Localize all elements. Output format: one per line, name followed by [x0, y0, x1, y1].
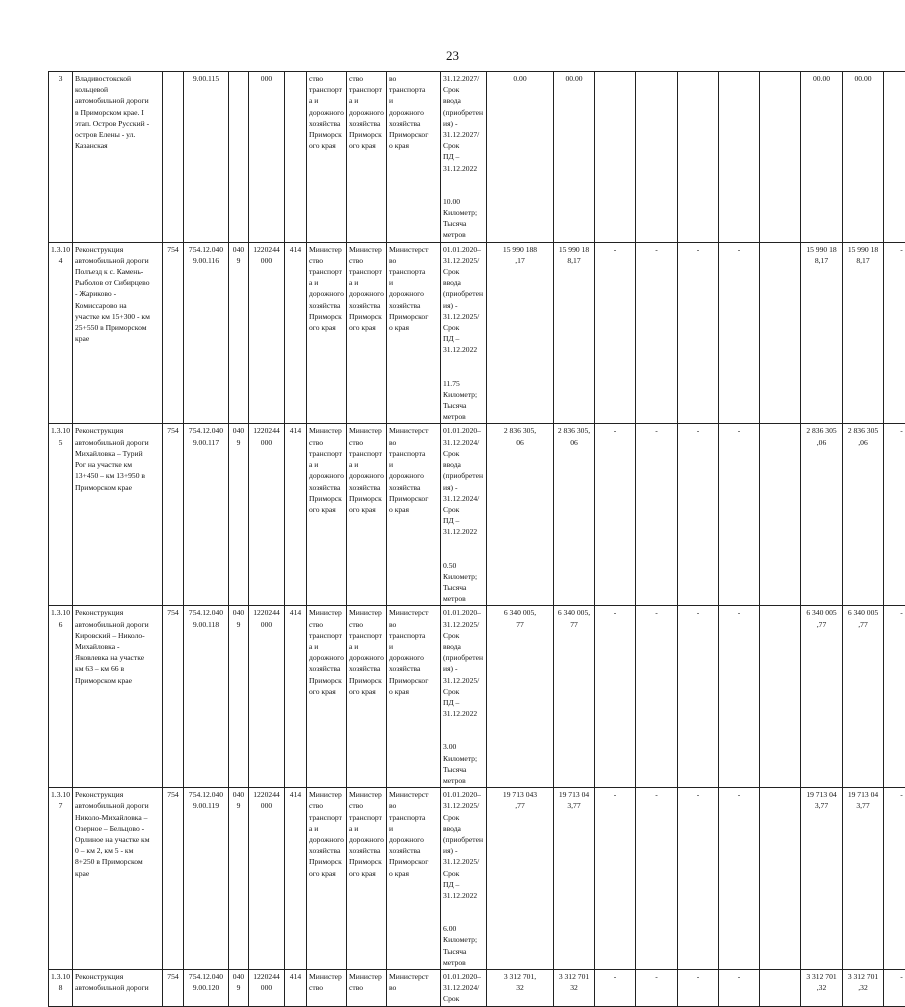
- empty-cell-cell: [760, 242, 801, 424]
- cost-total-cell: 19 713 04 3,77: [554, 788, 595, 970]
- year-value-1-cell: -: [636, 970, 678, 1007]
- executor-cell: во транспорта и дорожного хозяйства Приморског о края: [387, 72, 441, 243]
- terms-cell: [441, 970, 487, 1007]
- customer-cell: ство транспорт а и дорожного хозяйства Приморск ого края: [347, 72, 387, 243]
- expense-code-cell: 1220244 000: [249, 970, 285, 1007]
- last-column-cell: -: [884, 242, 905, 424]
- terms-dates: 01.01.2020– 31.12.2025/ Срок ввода (приобретения) - 31.12.2025/ Срок ПД – 31.12.2022: [443, 245, 483, 355]
- executor-cell: Министерст во транспорта и дорожного хозяйства Приморског о края: [387, 606, 441, 788]
- capacity: 6.00 Километр; Тысяча метров: [443, 924, 477, 967]
- year-value-0-cell: -: [595, 242, 636, 424]
- executor-cell: Министерст во транспорта и дорожного хозяйства Приморског о края: [387, 242, 441, 424]
- estimated-cost-cell: 6 340 005, 77: [487, 606, 554, 788]
- expense-code-cell: 1220244 000: [249, 788, 285, 970]
- year-value-0-cell: -: [595, 788, 636, 970]
- year-value-0-cell: -: [595, 606, 636, 788]
- terms-dates: 01.01.2020– 31.12.2024/ Срок ввода (приобретения) - 31.12.2024/ Срок ПД – 31.12.2022: [443, 426, 483, 536]
- table-row: [49, 424, 905, 606]
- table-row: [49, 72, 905, 243]
- cost-total-cell: 2 836 305, 06: [554, 424, 595, 606]
- last-column-cell: -: [884, 788, 905, 970]
- object-name-cell: Владивостокской кольцевой автомобильной дороги в Приморском крае. I этап. Остров Русский - остров Елены - ул. Казанская: [73, 72, 163, 243]
- grbs-code-cell: 754: [163, 606, 184, 788]
- section-code-cell: 0409: [229, 242, 249, 424]
- target-article-cell: 754.12.040 9.00.118: [184, 606, 229, 788]
- total-value-2-cell: 00.00: [843, 72, 884, 243]
- total-value-2-cell: 15 990 18 8,17: [843, 242, 884, 424]
- cost-total-cell: 6 340 005, 77: [554, 606, 595, 788]
- object-name-cell: Реконструкция автомобильной дороги Кировский – Николо- Михайловка - Яковлевка на участке км 63 – км 66 в Приморском крае: [73, 606, 163, 788]
- year-value-1-cell: -: [636, 606, 678, 788]
- terms-dates: 01.01.2020– 31.12.2025/ Срок ввода (приобретения) - 31.12.2025/ Срок ПД – 31.12.2022: [443, 790, 483, 900]
- year-value-1-cell: [636, 72, 678, 243]
- customer-cell: Министер ство транспорт а и дорожного хозяйства Приморск ого края: [347, 788, 387, 970]
- object-name-cell: Реконструкция автомобильной дороги Николо-Михайловка – Озерное – Бельцово - Орлиное на участке км 0 – км 2, км 5 - км 8+250 в Приморском крае: [73, 788, 163, 970]
- estimated-cost-cell: 3 312 701, 32: [487, 970, 554, 1007]
- state-customer-cell: Министер ство транспорт а и дорожного хозяйства Приморск ого края: [307, 606, 347, 788]
- estimated-cost-cell: 19 713 043 ,77: [487, 788, 554, 970]
- total-value-1-cell: 19 713 04 3,77: [801, 788, 843, 970]
- cost-total-cell: 00.00: [554, 72, 595, 243]
- empty-cell-cell: [760, 424, 801, 606]
- year-value-2-cell: -: [678, 788, 719, 970]
- object-name-cell: Реконструкция автомобильной дороги Михайловка – Турий Рог на участке км 13+450 – км 13+950 в Приморском крае: [73, 424, 163, 606]
- estimated-cost-cell: 0.00: [487, 72, 554, 243]
- empty-cell-cell: [760, 788, 801, 970]
- terms-cell: [441, 72, 487, 243]
- row-number-cell: 1.3.10 7: [49, 788, 73, 970]
- last-column-cell: -: [884, 424, 905, 606]
- row-number-cell: 1.3.10 4: [49, 242, 73, 424]
- year-value-1-cell: -: [636, 788, 678, 970]
- row-number-cell: 1.3.10 6: [49, 606, 73, 788]
- section-code-cell: 0409: [229, 424, 249, 606]
- total-value-1-cell: 3 312 701 ,32: [801, 970, 843, 1007]
- executor-cell: Министерст во транспорта и дорожного хозяйства Приморског о края: [387, 424, 441, 606]
- year-value-2-cell: -: [678, 424, 719, 606]
- customer-cell: Министер ство транспорт а и дорожного хозяйства Приморск ого края: [347, 606, 387, 788]
- table-row: [49, 788, 905, 970]
- state-customer-cell: Министер ство: [307, 970, 347, 1007]
- year-value-0-cell: -: [595, 970, 636, 1007]
- year-value-3-cell: [719, 72, 760, 243]
- target-article-cell: 754.12.040 9.00.116: [184, 242, 229, 424]
- expense-code-cell: 1220244 000: [249, 242, 285, 424]
- grbs-code-cell: 754: [163, 424, 184, 606]
- year-value-2-cell: -: [678, 970, 719, 1007]
- estimated-cost-cell: 2 836 305, 06: [487, 424, 554, 606]
- grbs-code-cell: 754: [163, 970, 184, 1007]
- year-value-2-cell: -: [678, 606, 719, 788]
- total-value-1-cell: 00.00: [801, 72, 843, 243]
- terms-dates: 01.01.2020– 31.12.2024/ Срок: [443, 972, 481, 1003]
- target-article-cell: 9.00.115: [184, 72, 229, 243]
- estimated-cost-cell: 15 990 188 ,17: [487, 242, 554, 424]
- grbs-code-cell: 754: [163, 242, 184, 424]
- expense-type-cell: 414: [285, 788, 307, 970]
- year-value-3-cell: -: [719, 788, 760, 970]
- terms-cell: [441, 424, 487, 606]
- section-code-cell: 0409: [229, 606, 249, 788]
- table-row: [49, 242, 905, 424]
- target-article-cell: 754.12.040 9.00.117: [184, 424, 229, 606]
- grbs-code-cell: [163, 72, 184, 243]
- target-article-cell: 754.12.040 9.00.120: [184, 970, 229, 1007]
- total-value-2-cell: 2 836 305 ,06: [843, 424, 884, 606]
- capacity: 10.00 Километр; Тысяча метров: [443, 197, 477, 240]
- object-name-cell: Реконструкция автомобильной дороги: [73, 970, 163, 1007]
- object-name-cell: Реконструкция автомобильной дороги Полъезд к с. Камень- Рыболов от Сибирцево - Жариково - Комиссарово на участке км 15+300 - км 25+550 в Приморском крае: [73, 242, 163, 424]
- state-customer-cell: Министер ство транспорт а и дорожного хозяйства Приморск ого края: [307, 788, 347, 970]
- year-value-1-cell: -: [636, 242, 678, 424]
- last-column-cell: -: [884, 970, 905, 1007]
- year-value-0-cell: [595, 72, 636, 243]
- total-value-2-cell: 3 312 701 ,32: [843, 970, 884, 1007]
- empty-cell-cell: [760, 970, 801, 1007]
- grbs-code-cell: 754: [163, 788, 184, 970]
- state-customer-cell: Министер ство транспорт а и дорожного хозяйства Приморск ого края: [307, 242, 347, 424]
- expense-code-cell: 000: [249, 72, 285, 243]
- row-number-cell: 3: [49, 72, 73, 243]
- total-value-2-cell: 6 340 005 ,77: [843, 606, 884, 788]
- last-column-cell: [884, 72, 905, 243]
- year-value-2-cell: -: [678, 242, 719, 424]
- capacity: 11.75 Километр; Тысяча метров: [443, 379, 477, 422]
- terms-dates: 31.12.2027/ Срок ввода (приобретения) - 31.12.2027/ Срок ПД – 31.12.2022: [443, 74, 483, 173]
- year-value-0-cell: -: [595, 424, 636, 606]
- terms-dates: 01.01.2020– 31.12.2025/ Срок ввода (приобретения) - 31.12.2025/ Срок ПД – 31.12.2022: [443, 608, 483, 718]
- section-code-cell: 0409: [229, 788, 249, 970]
- cost-total-cell: 15 990 18 8,17: [554, 242, 595, 424]
- year-value-1-cell: -: [636, 424, 678, 606]
- terms-cell: [441, 606, 487, 788]
- table-row: [49, 970, 905, 1007]
- expense-type-cell: 414: [285, 970, 307, 1007]
- expense-code-cell: 1220244 000: [249, 424, 285, 606]
- investment-objects-table: [48, 71, 905, 1007]
- section-code-cell: [229, 72, 249, 243]
- expense-type-cell: 414: [285, 242, 307, 424]
- executor-cell: Министерст во: [387, 970, 441, 1007]
- total-value-1-cell: 2 836 305 ,06: [801, 424, 843, 606]
- customer-cell: Министер ство: [347, 970, 387, 1007]
- year-value-3-cell: -: [719, 970, 760, 1007]
- table-row: [49, 606, 905, 788]
- year-value-3-cell: -: [719, 424, 760, 606]
- total-value-2-cell: 19 713 04 3,77: [843, 788, 884, 970]
- terms-cell: [441, 242, 487, 424]
- customer-cell: Министер ство транспорт а и дорожного хозяйства Приморск ого края: [347, 424, 387, 606]
- empty-cell-cell: [760, 606, 801, 788]
- total-value-1-cell: 6 340 005 ,77: [801, 606, 843, 788]
- empty-cell-cell: [760, 72, 801, 243]
- target-article-cell: 754.12.040 9.00.119: [184, 788, 229, 970]
- expense-type-cell: 414: [285, 606, 307, 788]
- state-customer-cell: ство транспорт а и дорожного хозяйства Приморск ого края: [307, 72, 347, 243]
- expense-type-cell: [285, 72, 307, 243]
- row-number-cell: 1.3.10 8: [49, 970, 73, 1007]
- section-code-cell: 0409: [229, 970, 249, 1007]
- capacity: 3.00 Километр; Тысяча метров: [443, 742, 477, 785]
- year-value-3-cell: -: [719, 606, 760, 788]
- customer-cell: Министер ство транспорт а и дорожного хозяйства Приморск ого края: [347, 242, 387, 424]
- capacity: 0.50 Километр; Тысяча метров: [443, 561, 477, 604]
- page-number: 23: [0, 48, 905, 64]
- expense-code-cell: 1220244 000: [249, 606, 285, 788]
- terms-cell: [441, 788, 487, 970]
- cost-total-cell: 3 312 701 32: [554, 970, 595, 1007]
- year-value-3-cell: -: [719, 242, 760, 424]
- year-value-2-cell: [678, 72, 719, 243]
- expense-type-cell: 414: [285, 424, 307, 606]
- last-column-cell: -: [884, 606, 905, 788]
- total-value-1-cell: 15 990 18 8,17: [801, 242, 843, 424]
- row-number-cell: 1.3.10 5: [49, 424, 73, 606]
- state-customer-cell: Министер ство транспорт а и дорожного хозяйства Приморск ого края: [307, 424, 347, 606]
- executor-cell: Министерст во транспорта и дорожного хозяйства Приморског о края: [387, 788, 441, 970]
